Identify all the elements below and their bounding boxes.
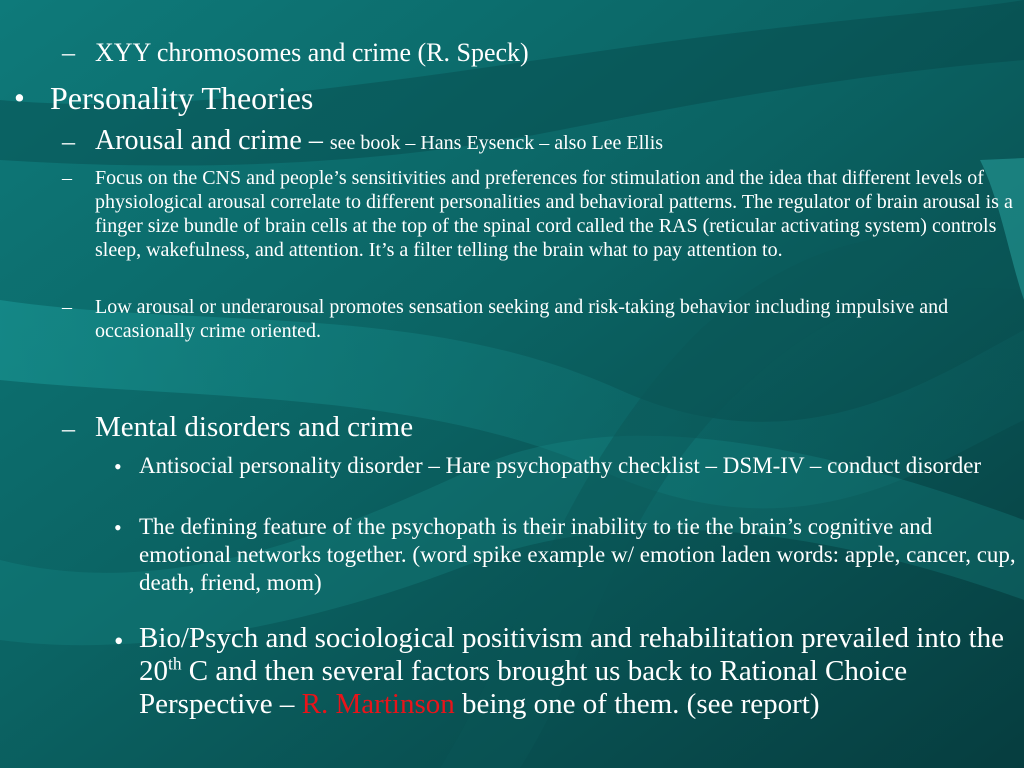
dash-marker: – [62, 127, 75, 156]
bio-text-part-3: being one of them. (see report) [454, 688, 820, 720]
dash-marker: – [62, 414, 75, 443]
bio-text-part-1: Bio/Psych and sociological positivism and rehabilitation prevailed into the 20 [139, 622, 1005, 687]
heading-personality-theories: Personality Theories [50, 80, 314, 116]
bullet-focus-on-cns: Focus on the CNS and people’s sensitivities and preferences for stimulation and the idea that different levels of physiological arousal correlate to different personalities and behavioral patterns. The regulator of brain arousal is a finger size bundle of brain cells at the top of the spinal cord called the RAS (reticular activating system) controls sleep, wakefulness, and attention. It’s a filter telling the brain what to pay attention to. [95, 167, 1013, 261]
bio-text-part-2: C and then several factors brought us back to Rational Choice Perspective – [139, 655, 908, 720]
bullet-defining-feature: The defining feature of the psychopath is their inability to tie the brain’s cognitive and emotional networks together. (word spike example w/ emotion laden words: apple, cancer, cup, death, friend, mom) [139, 514, 1016, 595]
arousal-sub-text: see book – Hans Eysenck – also Lee Ellis [329, 132, 664, 154]
dash-marker: – [62, 296, 72, 318]
bullet-low-arousal: Low arousal or underarousal promotes sensation seeking and risk-taking behavior including impulsive and occasionally crime oriented. [95, 296, 949, 342]
bullet-xyy-chromosomes: XYY chromosomes and crime (R. Speck) [95, 38, 529, 67]
bullet-antisocial-personality: Antisocial personality disorder – Hare psychopathy checklist – DSM-IV – conduct disorder [139, 453, 982, 478]
bullet-marker: • [14, 80, 25, 115]
bullet-marker: • [114, 454, 122, 479]
bullet-mental-disorders: Mental disorders and crime [95, 411, 414, 443]
bio-superscript: th [168, 653, 182, 674]
arousal-main-text: Arousal and crime – [95, 125, 330, 156]
bullet-arousal-and-crime [95, 125, 663, 157]
dash-marker: – [62, 38, 75, 67]
bullet-marker: • [114, 515, 122, 540]
martinson-highlight: R. Martinson [301, 688, 455, 720]
bullet-bio-psych-positivism [139, 622, 1009, 721]
dash-marker: – [62, 167, 72, 189]
bullet-marker: • [114, 626, 124, 656]
